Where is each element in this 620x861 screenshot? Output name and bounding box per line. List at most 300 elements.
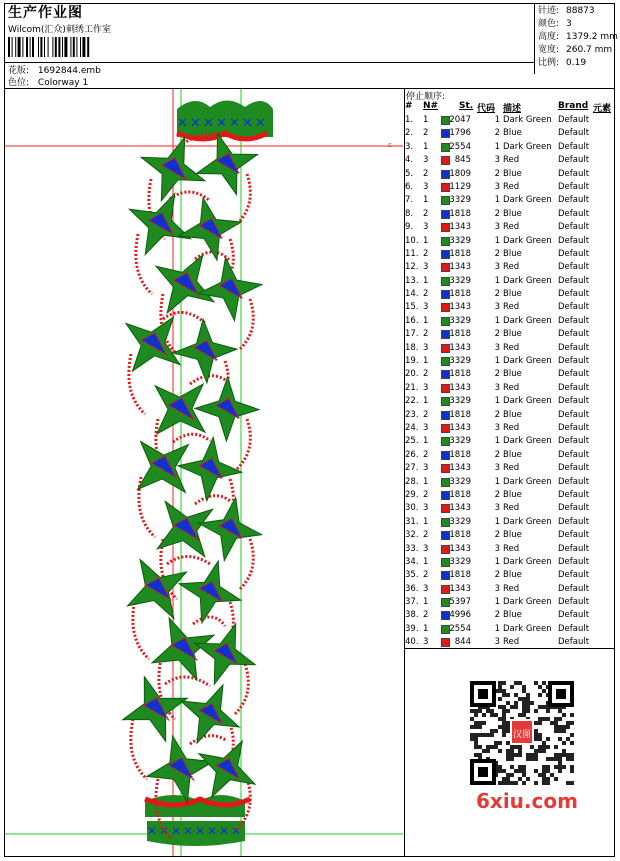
row-number: 4. <box>405 155 414 166</box>
row-description: Red <box>503 583 520 594</box>
row-needle: 3 <box>423 181 429 192</box>
row-needle: 2 <box>423 570 429 581</box>
row-description: Red <box>503 262 520 273</box>
row-description: Dark Green <box>503 396 552 407</box>
row-needle: 1 <box>423 356 429 367</box>
stat-width: 宽度: 260.7 mm <box>538 45 613 55</box>
row-description: Dark Green <box>503 315 552 326</box>
row-description: Dark Green <box>503 356 552 367</box>
table-row <box>405 127 615 140</box>
row-stitches: 1818 <box>449 409 471 420</box>
row-needle: 2 <box>423 289 429 300</box>
row-code: 1 <box>494 195 500 206</box>
row-needle: 1 <box>423 623 429 634</box>
row-code: 2 <box>494 168 500 179</box>
row-needle: 3 <box>423 463 429 474</box>
row-needle: 1 <box>423 235 429 246</box>
row-stitches: 1818 <box>449 570 471 581</box>
row-code: 3 <box>494 503 500 514</box>
row-stitches: 1343 <box>449 382 471 393</box>
row-stitches: 3329 <box>449 396 471 407</box>
row-needle: 3 <box>423 342 429 353</box>
row-needle: 3 <box>423 302 429 313</box>
row-stitches: 3329 <box>449 235 471 246</box>
row-code: 2 <box>494 530 500 541</box>
row-code: 1 <box>494 235 500 246</box>
colorway-label: 色位: <box>8 78 30 88</box>
row-needle: 1 <box>423 597 429 608</box>
row-needle: 3 <box>423 262 429 273</box>
row-code: 3 <box>494 222 500 233</box>
svg-text:✕: ✕ <box>159 824 170 838</box>
row-number: 31. <box>405 516 419 527</box>
row-code: 1 <box>494 396 500 407</box>
row-code: 1 <box>494 556 500 567</box>
table-row <box>405 114 615 127</box>
table-row <box>405 368 615 381</box>
row-stitches: 844 <box>454 637 471 648</box>
row-needle: 2 <box>423 168 429 179</box>
row-number: 34. <box>405 556 419 567</box>
row-description: Blue <box>503 449 522 460</box>
row-brand: Default <box>558 516 590 527</box>
row-stitches: 1129 <box>449 181 471 192</box>
table-row <box>405 208 615 221</box>
stat-stitches: 针迹: 88873 <box>538 6 595 16</box>
row-code: 1 <box>494 356 500 367</box>
table-row <box>405 449 615 462</box>
row-code: 3 <box>494 583 500 594</box>
row-stitches: 4996 <box>449 610 471 621</box>
row-needle: 2 <box>423 449 429 460</box>
table-row <box>405 476 615 489</box>
row-needle: 3 <box>423 583 429 594</box>
stat-colors: 颜色: 3 <box>538 19 572 29</box>
row-stitches: 1809 <box>449 168 471 179</box>
row-brand: Default <box>558 289 590 300</box>
row-stitches: 1343 <box>449 583 471 594</box>
row-stitches: 1343 <box>449 422 471 433</box>
svg-text:✕: ✕ <box>195 824 206 838</box>
row-number: 23. <box>405 409 419 420</box>
row-stitches: 1343 <box>449 222 471 233</box>
barcode <box>8 37 116 57</box>
row-number: 27. <box>405 463 419 474</box>
row-brand: Default <box>558 570 590 581</box>
row-stitches: 3329 <box>449 556 471 567</box>
row-brand: Default <box>558 583 590 594</box>
row-needle: 3 <box>423 382 429 393</box>
row-needle: 1 <box>423 315 429 326</box>
row-number: 29. <box>405 489 419 500</box>
row-code: 2 <box>494 570 500 581</box>
row-code: 1 <box>494 597 500 608</box>
row-code: 2 <box>494 329 500 340</box>
row-stitches: 1818 <box>449 369 471 380</box>
color-swatch <box>441 156 450 165</box>
row-description: Dark Green <box>503 556 552 567</box>
row-code: 1 <box>494 476 500 487</box>
row-number: 36. <box>405 583 419 594</box>
svg-text:✕: ✕ <box>171 824 182 838</box>
row-number: 20. <box>405 369 419 380</box>
table-row <box>405 301 615 314</box>
row-number: 15. <box>405 302 419 313</box>
row-number: 16. <box>405 315 419 326</box>
row-code: 1 <box>494 315 500 326</box>
row-brand: Default <box>558 181 590 192</box>
row-description: Dark Green <box>503 516 552 527</box>
row-description: Dark Green <box>503 141 552 152</box>
row-code: 1 <box>494 275 500 286</box>
row-number: 7. <box>405 195 414 206</box>
row-needle: 1 <box>423 436 429 447</box>
svg-text:✕: ✕ <box>190 116 201 131</box>
table-row <box>405 543 615 556</box>
row-number: 38. <box>405 610 419 621</box>
row-stitches: 2554 <box>449 623 471 634</box>
table-row <box>405 275 615 288</box>
row-brand: Default <box>558 449 590 460</box>
embroidery-preview <box>5 89 403 856</box>
row-code: 2 <box>494 449 500 460</box>
colorway-value: Colorway 1 <box>37 78 89 88</box>
row-code: 3 <box>494 155 500 166</box>
row-description: Red <box>503 155 520 166</box>
row-code: 2 <box>494 289 500 300</box>
row-needle: 1 <box>423 275 429 286</box>
row-stitches: 2554 <box>449 141 471 152</box>
row-brand: Default <box>558 208 590 219</box>
table-row <box>405 462 615 475</box>
table-row <box>405 288 615 301</box>
svg-text:✕: ✕ <box>203 116 214 131</box>
row-number: 40. <box>405 637 419 648</box>
row-description: Blue <box>503 530 522 541</box>
col-elem: 元素 <box>593 104 612 114</box>
row-stitches: 2047 <box>449 115 471 125</box>
row-number: 30. <box>405 503 419 514</box>
watermark: 6xiu.com <box>476 789 578 813</box>
row-description: Blue <box>503 168 522 179</box>
row-description: Red <box>503 463 520 474</box>
row-stitches: 1818 <box>449 208 471 219</box>
row-description: Dark Green <box>503 195 552 206</box>
design-file-name: 1692844.emb <box>37 66 101 76</box>
stop-sequence-title: 停止顺序: <box>406 92 446 102</box>
col-brand: Brand <box>558 101 589 111</box>
row-stitches: 3329 <box>449 516 471 527</box>
row-stitches: 1818 <box>449 248 471 259</box>
row-number: 8. <box>405 208 414 219</box>
table-row <box>405 261 615 274</box>
row-brand: Default <box>558 168 590 179</box>
row-stitches: 1818 <box>449 530 471 541</box>
row-brand: Default <box>558 436 590 447</box>
row-needle: 2 <box>423 329 429 340</box>
row-code: 3 <box>494 637 500 648</box>
row-description: Red <box>503 422 520 433</box>
row-code: 1 <box>494 516 500 527</box>
row-stitches: 1818 <box>449 449 471 460</box>
table-row <box>405 355 615 368</box>
row-code: 1 <box>494 436 500 447</box>
row-code: 2 <box>494 248 500 259</box>
row-number: 3. <box>405 141 414 152</box>
col-code: 代码 <box>477 104 496 114</box>
row-brand: Default <box>558 476 590 487</box>
table-row <box>405 382 615 395</box>
svg-text:✕: ✕ <box>255 116 266 131</box>
row-code: 1 <box>494 623 500 634</box>
row-code: 2 <box>494 610 500 621</box>
row-number: 9. <box>405 222 414 233</box>
row-needle: 2 <box>423 128 429 139</box>
row-code: 1 <box>494 141 500 152</box>
stats-divider <box>534 3 535 74</box>
row-brand: Default <box>558 275 590 286</box>
table-bottom-divider <box>404 648 615 649</box>
row-stitches: 1796 <box>449 128 471 139</box>
row-description: Red <box>503 222 520 233</box>
table-row <box>405 583 615 596</box>
row-description: Blue <box>503 329 522 340</box>
row-needle: 2 <box>423 248 429 259</box>
row-description: Red <box>503 342 520 353</box>
svg-text:✕: ✕ <box>147 824 158 838</box>
row-brand: Default <box>558 195 590 206</box>
row-description: Blue <box>503 289 522 300</box>
table-row <box>405 516 615 529</box>
row-stitches: 3329 <box>449 356 471 367</box>
row-description: Dark Green <box>503 623 552 634</box>
stat-height: 高度: 1379.2 mm <box>538 32 618 42</box>
row-description: Dark Green <box>503 115 552 125</box>
row-description: Blue <box>503 610 522 621</box>
row-number: 28. <box>405 476 419 487</box>
table-row <box>405 141 615 154</box>
row-code: 2 <box>494 409 500 420</box>
row-needle: 1 <box>423 556 429 567</box>
row-needle: 1 <box>423 516 429 527</box>
row-needle: 2 <box>423 610 429 621</box>
table-row <box>405 409 615 422</box>
table-row <box>405 395 615 408</box>
row-number: 35. <box>405 570 419 581</box>
row-number: 14. <box>405 289 419 300</box>
col-desc: 描述 <box>503 104 522 114</box>
row-stitches: 3329 <box>449 315 471 326</box>
color-swatch <box>441 638 450 647</box>
row-needle: 3 <box>423 422 429 433</box>
row-needle: 2 <box>423 409 429 420</box>
stop-sequence-rows <box>405 114 615 650</box>
table-row <box>405 529 615 542</box>
svg-text:c: c <box>388 141 392 149</box>
row-number: 12. <box>405 262 419 273</box>
col-st: St. <box>459 101 474 111</box>
row-brand: Default <box>558 623 590 634</box>
row-description: Red <box>503 637 520 648</box>
row-brand: Default <box>558 315 590 326</box>
row-number: 22. <box>405 396 419 407</box>
row-description: Dark Green <box>503 235 552 246</box>
row-needle: 3 <box>423 222 429 233</box>
row-stitches: 845 <box>454 155 471 166</box>
row-code: 2 <box>494 489 500 500</box>
row-brand: Default <box>558 396 590 407</box>
row-brand: Default <box>558 530 590 541</box>
row-needle: 3 <box>423 155 429 166</box>
row-code: 2 <box>494 128 500 139</box>
row-number: 19. <box>405 356 419 367</box>
stat-scale: 比例: 0.19 <box>538 58 587 68</box>
row-code: 3 <box>494 262 500 273</box>
row-description: Red <box>503 181 520 192</box>
row-description: Dark Green <box>503 476 552 487</box>
row-brand: Default <box>558 128 590 139</box>
table-row <box>405 181 615 194</box>
row-needle: 3 <box>423 503 429 514</box>
row-code: 3 <box>494 422 500 433</box>
svg-text:汉图: 汉图 <box>512 730 532 740</box>
table-row <box>405 556 615 569</box>
design-file-label: 花版: <box>8 66 30 76</box>
row-number: 11. <box>405 248 419 259</box>
row-brand: Default <box>558 248 590 259</box>
col-hash: # <box>405 101 413 111</box>
table-row <box>405 221 615 234</box>
svg-text:✕: ✕ <box>231 824 242 838</box>
row-number: 1. <box>405 115 414 125</box>
row-brand: Default <box>558 235 590 246</box>
row-brand: Default <box>558 556 590 567</box>
row-stitches: 1343 <box>449 503 471 514</box>
row-brand: Default <box>558 356 590 367</box>
row-number: 6. <box>405 181 414 192</box>
design-stats <box>538 5 618 70</box>
row-code: 3 <box>494 382 500 393</box>
row-needle: 1 <box>423 115 429 125</box>
row-number: 39. <box>405 623 419 634</box>
row-brand: Default <box>558 262 590 273</box>
svg-text:✕: ✕ <box>216 116 227 131</box>
row-brand: Default <box>558 155 590 166</box>
table-row <box>405 435 615 448</box>
row-description: Blue <box>503 369 522 380</box>
row-stitches: 3329 <box>449 476 471 487</box>
qr-code <box>470 681 574 785</box>
table-header <box>405 101 615 113</box>
table-row <box>405 235 615 248</box>
table-row <box>405 154 615 167</box>
table-row <box>405 168 615 181</box>
row-stitches: 1818 <box>449 329 471 340</box>
motif-column <box>123 101 273 847</box>
table-row <box>405 489 615 502</box>
row-brand: Default <box>558 597 590 608</box>
row-number: 17. <box>405 329 419 340</box>
row-stitches: 1818 <box>449 289 471 300</box>
table-row <box>405 248 615 261</box>
col-no: N# <box>423 101 439 111</box>
row-code: 1 <box>494 115 500 125</box>
row-number: 33. <box>405 543 419 554</box>
row-brand: Default <box>558 115 590 125</box>
table-row <box>405 315 615 328</box>
row-stitches: 1343 <box>449 302 471 313</box>
colorway-row <box>8 75 88 88</box>
row-brand: Default <box>558 222 590 233</box>
row-description: Red <box>503 302 520 313</box>
row-number: 21. <box>405 382 419 393</box>
row-stitches: 1343 <box>449 342 471 353</box>
table-row <box>405 502 615 515</box>
row-brand: Default <box>558 637 590 648</box>
row-description: Blue <box>503 489 522 500</box>
row-number: 13. <box>405 275 419 286</box>
studio-name: Wilcom(汇众)刺绣工作室 <box>8 25 111 35</box>
row-stitches: 3329 <box>449 436 471 447</box>
row-code: 3 <box>494 181 500 192</box>
row-stitches: 3329 <box>449 275 471 286</box>
row-stitches: 1343 <box>449 543 471 554</box>
row-number: 32. <box>405 530 419 541</box>
row-brand: Default <box>558 543 590 554</box>
row-needle: 2 <box>423 208 429 219</box>
row-description: Blue <box>503 409 522 420</box>
page-title: 生产作业图 <box>8 5 83 21</box>
row-stitches: 3329 <box>449 195 471 206</box>
table-row <box>405 623 615 636</box>
row-brand: Default <box>558 369 590 380</box>
row-brand: Default <box>558 342 590 353</box>
row-description: Dark Green <box>503 275 552 286</box>
row-number: 26. <box>405 449 419 460</box>
row-stitches: 1343 <box>449 463 471 474</box>
svg-text:✕: ✕ <box>207 824 218 838</box>
row-stitches: 1343 <box>449 262 471 273</box>
row-description: Red <box>503 382 520 393</box>
table-row <box>405 422 615 435</box>
row-code: 2 <box>494 369 500 380</box>
row-description: Red <box>503 503 520 514</box>
row-brand: Default <box>558 610 590 621</box>
row-brand: Default <box>558 489 590 500</box>
row-brand: Default <box>558 302 590 313</box>
svg-text:✕: ✕ <box>219 824 230 838</box>
row-needle: 2 <box>423 489 429 500</box>
row-needle: 1 <box>423 476 429 487</box>
row-description: Blue <box>503 248 522 259</box>
row-needle: 1 <box>423 396 429 407</box>
row-number: 5. <box>405 168 414 179</box>
row-number: 24. <box>405 422 419 433</box>
row-code: 3 <box>494 543 500 554</box>
row-description: Blue <box>503 208 522 219</box>
table-row <box>405 328 615 341</box>
row-description: Dark Green <box>503 597 552 608</box>
row-number: 18. <box>405 342 419 353</box>
row-code: 2 <box>494 208 500 219</box>
table-row <box>405 609 615 622</box>
row-number: 10. <box>405 235 419 246</box>
row-stitches: 5397 <box>449 597 471 608</box>
row-brand: Default <box>558 329 590 340</box>
row-needle: 3 <box>423 543 429 554</box>
row-code: 3 <box>494 302 500 313</box>
row-brand: Default <box>558 463 590 474</box>
